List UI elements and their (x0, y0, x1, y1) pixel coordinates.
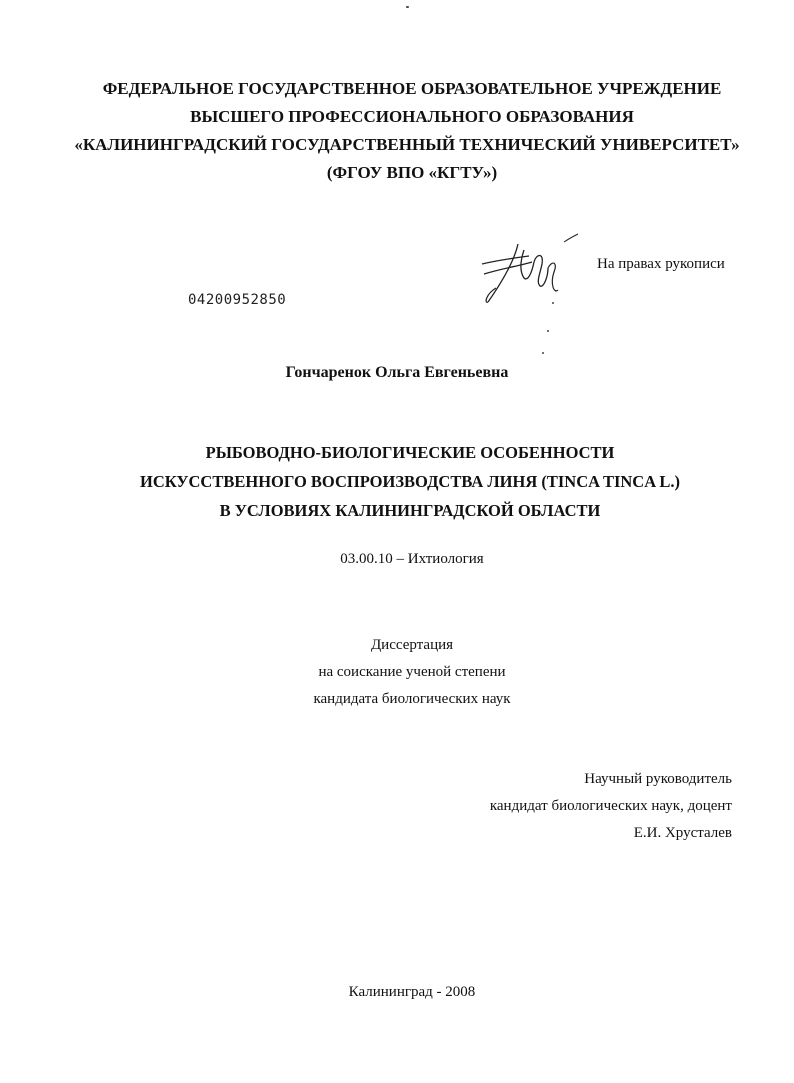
supervisor-name: Е.И. Хрусталев (633, 825, 732, 841)
title-line-2: ИСКУССТВЕННОГО ВОСПРОИЗВОДСТВА ЛИНЯ (TINCA TINCA L.) (140, 472, 680, 491)
degree-line-3: кандидата биологических наук (313, 691, 511, 707)
handwritten-signature (474, 232, 589, 307)
scan-speck (542, 352, 544, 354)
institution-line-3: «КАЛИНИНГРАДСКИЙ ГОСУДАРСТВЕННЫЙ ТЕХНИЧЕСКИЙ УНИВЕРСИТЕТ» (74, 135, 740, 154)
title-line-1: РЫБОВОДНО-БИОЛОГИЧЕСКИЕ ОСОБЕННОСТИ (205, 443, 615, 462)
scan-speck (406, 6, 409, 8)
specialty-code: 03.00.10 – Ихтиология (340, 551, 484, 567)
manuscript-rights-note: На правах рукописи (597, 256, 725, 272)
supervisor-credentials: кандидат биологических наук, доцент (489, 798, 732, 814)
dissertation-title (0, 438, 794, 525)
institution-line-4: (ФГОУ ВПО «КГТУ») (326, 163, 498, 182)
institution-line-1: ФЕДЕРАЛЬНОЕ ГОСУДАРСТВЕННОЕ ОБРАЗОВАТЕЛЬНОЕ УЧРЕЖДЕНИЕ (102, 79, 722, 98)
scan-speck (547, 330, 549, 332)
archive-number: 04200952850 (188, 292, 287, 308)
degree-statement (0, 632, 794, 713)
supervisor-block (332, 766, 732, 847)
institution-header (0, 75, 794, 187)
place-and-year: Калининград - 2008 (348, 984, 476, 1000)
degree-line-2: на соискание ученой степени (318, 664, 506, 680)
institution-line-2: ВЫСШЕГО ПРОФЕССИОНАЛЬНОГО ОБРАЗОВАНИЯ (190, 107, 634, 126)
author-name: Гончаренок Ольга Евгеньевна (285, 364, 509, 381)
degree-line-1: Диссертация (370, 637, 454, 653)
scan-speck (552, 302, 554, 304)
supervisor-role: Научный руководитель (584, 771, 732, 787)
title-line-3: В УСЛОВИЯХ КАЛИНИНГРАДСКОЙ ОБЛАСТИ (219, 501, 601, 520)
